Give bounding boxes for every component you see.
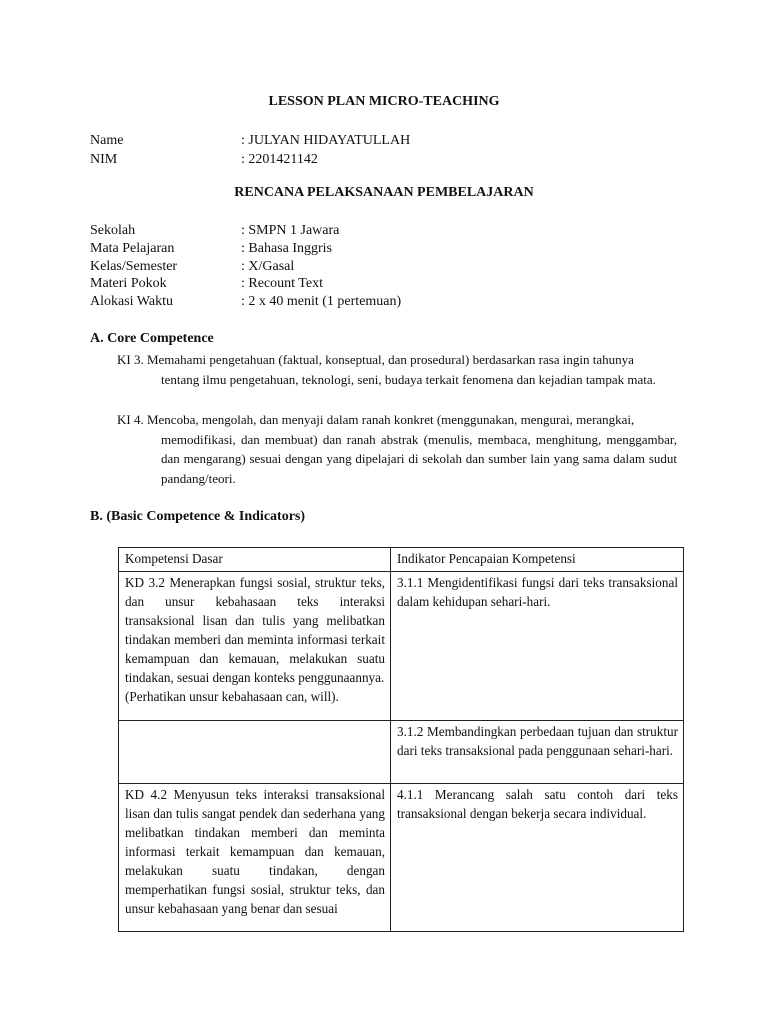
section-b-heading: B. (Basic Competence & Indicators) xyxy=(90,509,306,524)
table-row xyxy=(119,784,684,932)
kd-text: KD 3.2 Menerapkan fungsi sosial, struktur teks, dan unsur kebahasaan teks interaksi transaksional lisan dan tulis yang melibatkan tindakan memberi dan meminta informasi terkait kemampuan dan kemauan, melakukan suatu tindakan, sesuai dengan konteks penggunaannya. xyxy=(125,575,385,685)
table-row xyxy=(119,572,684,721)
detail-value: : Recount Text xyxy=(241,276,323,291)
identity-name-label: Name xyxy=(90,133,124,148)
detail-row-mata-pelajaran xyxy=(90,241,332,257)
table-header-indicator: Indikator Pencapaian Kompetensi xyxy=(391,548,684,572)
identity-name-value: : JULYAN HIDAYATULLAH xyxy=(241,133,411,148)
table-row xyxy=(119,721,684,784)
ki3-paragraph xyxy=(117,350,677,389)
detail-label: Mata Pelajaran xyxy=(90,241,175,256)
identity-nim-label: NIM xyxy=(90,152,118,167)
detail-label: Kelas/Semester xyxy=(90,259,178,274)
kd-cell xyxy=(119,572,391,721)
detail-row-materi-pokok xyxy=(90,276,323,292)
rpp-title: RENCANA PELAKSANAAN PEMBELAJARAN xyxy=(234,185,534,200)
kd-cell: KD 4.2 Menyusun teks interaksi transaksional lisan dan tulis sangat pendek dan sederhana yang melibatkan tindakan memberi dan meminta informasi terkait kemampuan dan kemauan, melakukan suatu tindakan, dengan memperhatikan fungsi sosial, struktur teks, dan unsur kebahasaan yang benar dan sesuai xyxy=(119,784,391,932)
identity-name-row xyxy=(90,133,410,149)
section-a-heading: A. Core Competence xyxy=(90,331,214,346)
indicator-cell: 3.1.1 Mengidentifikasi fungsi dari teks transaksional dalam kehidupan sehari-hari. xyxy=(391,572,684,721)
detail-row-kelas-semester xyxy=(90,259,294,275)
detail-value: : SMPN 1 Jawara xyxy=(241,223,340,238)
kd-cell xyxy=(119,721,391,784)
detail-label: Alokasi Waktu xyxy=(90,294,173,309)
detail-label: Materi Pokok xyxy=(90,276,167,291)
ki3-first-line: KI 3. Memahami pengetahuan (faktual, konseptual, dan prosedural) berdasarkan rasa ingin tahunya xyxy=(117,352,634,367)
detail-value: : 2 x 40 menit (1 pertemuan) xyxy=(241,294,402,309)
indicator-cell: 3.1.2 Membandingkan perbedaan tujuan dan struktur dari teks transaksional pada penggunaan sehari-hari. xyxy=(391,721,684,784)
indicator-cell: 4.1.1 Merancang salah satu contoh dari teks transaksional dengan bekerja secara individual. xyxy=(391,784,684,932)
detail-row-sekolah xyxy=(90,223,339,239)
detail-value: : Bahasa Inggris xyxy=(241,241,332,256)
document-title: LESSON PLAN MICRO-TEACHING xyxy=(268,94,500,109)
ki4-continuation: memodifikasi, dan membuat) dan ranah abstrak (menulis, membaca, menghitung, menggambar, dan mengarang) sesuai dengan yang dipelajari di sekolah dan sumber lain yang sama dalam sudut pandang/teori. xyxy=(161,431,677,486)
table-header-kd: Kompetensi Dasar xyxy=(119,548,391,572)
identity-nim-row xyxy=(90,152,318,168)
table-header-row xyxy=(119,548,684,572)
kd-note: (Perhatikan unsur kebahasaan can, will). xyxy=(125,689,339,704)
identity-nim-value: : 2201421142 xyxy=(241,152,318,167)
detail-label: Sekolah xyxy=(90,223,136,238)
competence-table xyxy=(118,547,684,932)
ki4-paragraph xyxy=(117,410,677,488)
detail-value: : X/Gasal xyxy=(241,259,295,274)
ki4-first-line: KI 4. Mencoba, mengolah, dan menyaji dalam ranah konkret (menggunakan, mengurai, merangkai, xyxy=(117,412,635,427)
ki3-continuation: tentang ilmu pengetahuan, teknologi, seni, budaya terkait fenomena dan kejadian tampak mata. xyxy=(161,371,656,387)
detail-row-alokasi-waktu xyxy=(90,294,401,310)
